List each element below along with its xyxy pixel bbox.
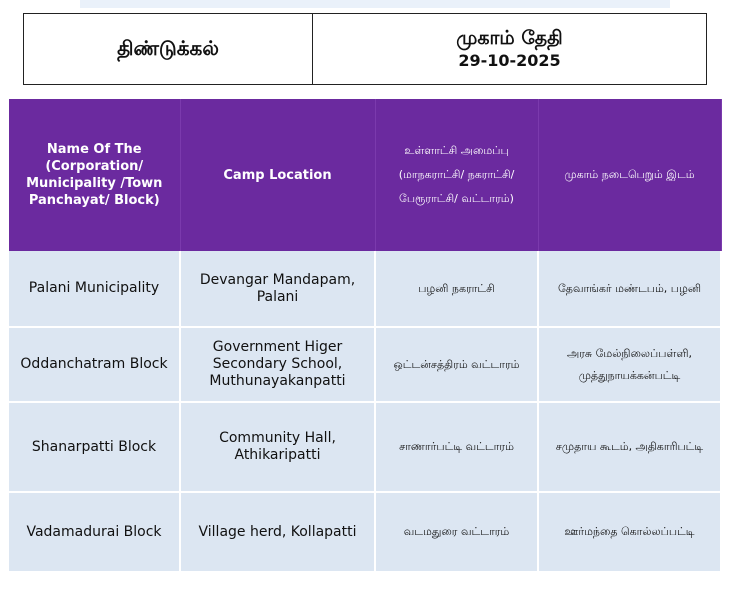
cell-camp-location-ta: தேவாங்கர் மண்டபம், பழனி [538,251,721,327]
cell-camp-location-ta: அரசு மேல்நிலைப்பள்ளி, முத்துநாயக்கன்பட்டி [538,327,721,402]
header-local-body-en: Name Of The (Corporation/ Municipality /Town Panchayat/ Block) [9,99,180,251]
cell-local-body-ta: சாணார்பட்டி வட்டாரம் [375,402,538,492]
header-camp-location-ta: முகாம் நடைபெறும் இடம் [538,99,721,251]
cell-local-body-ta: பழனி நகராட்சி [375,251,538,327]
cell-local-body-ta: ஒட்டன்சத்திரம் வட்டாரம் [375,327,538,402]
cell-camp-location-en: Government Higer Secondary School, Muthunayakanpatti [180,327,375,402]
cell-camp-location-ta: சமுதாய கூடம், அதிகாரிபட்டி [538,402,721,492]
district-name: திண்டுக்கல் [117,35,219,60]
header-local-body-ta: உள்ளாட்சி அமைப்பு (மாநகராட்சி/ நகராட்சி/ பேரூராட்சி/ வட்டாரம்) [375,99,538,251]
cell-camp-location-en: Village herd, Kollapatti [180,492,375,572]
cell-local-body-en: Vadamadurai Block [9,492,180,572]
cell-local-body-en: Oddanchatram Block [9,327,180,402]
camp-table [9,99,722,573]
top-strip [80,0,670,8]
cell-local-body-en: Shanarpatti Block [9,402,180,492]
table-row [9,492,721,572]
table-row [9,251,721,327]
camp-date-cell [313,14,706,84]
table-header-row [9,99,721,251]
camp-header [23,13,707,85]
camp-date-label: முகாம் தேதி [456,27,563,49]
table-row [9,402,721,492]
cell-local-body-ta: வடமதுரை வட்டாரம் [375,492,538,572]
district-cell [24,14,313,84]
cell-camp-location-en: Devangar Mandapam, Palani [180,251,375,327]
cell-local-body-en: Palani Municipality [9,251,180,327]
camp-date: 29-10-2025 [458,51,561,70]
table-row [9,327,721,402]
cell-camp-location-ta: ஊர்மந்தை கொல்லப்பட்டி [538,492,721,572]
cell-camp-location-en: Community Hall, Athikaripatti [180,402,375,492]
header-camp-location-en: Camp Location [180,99,375,251]
